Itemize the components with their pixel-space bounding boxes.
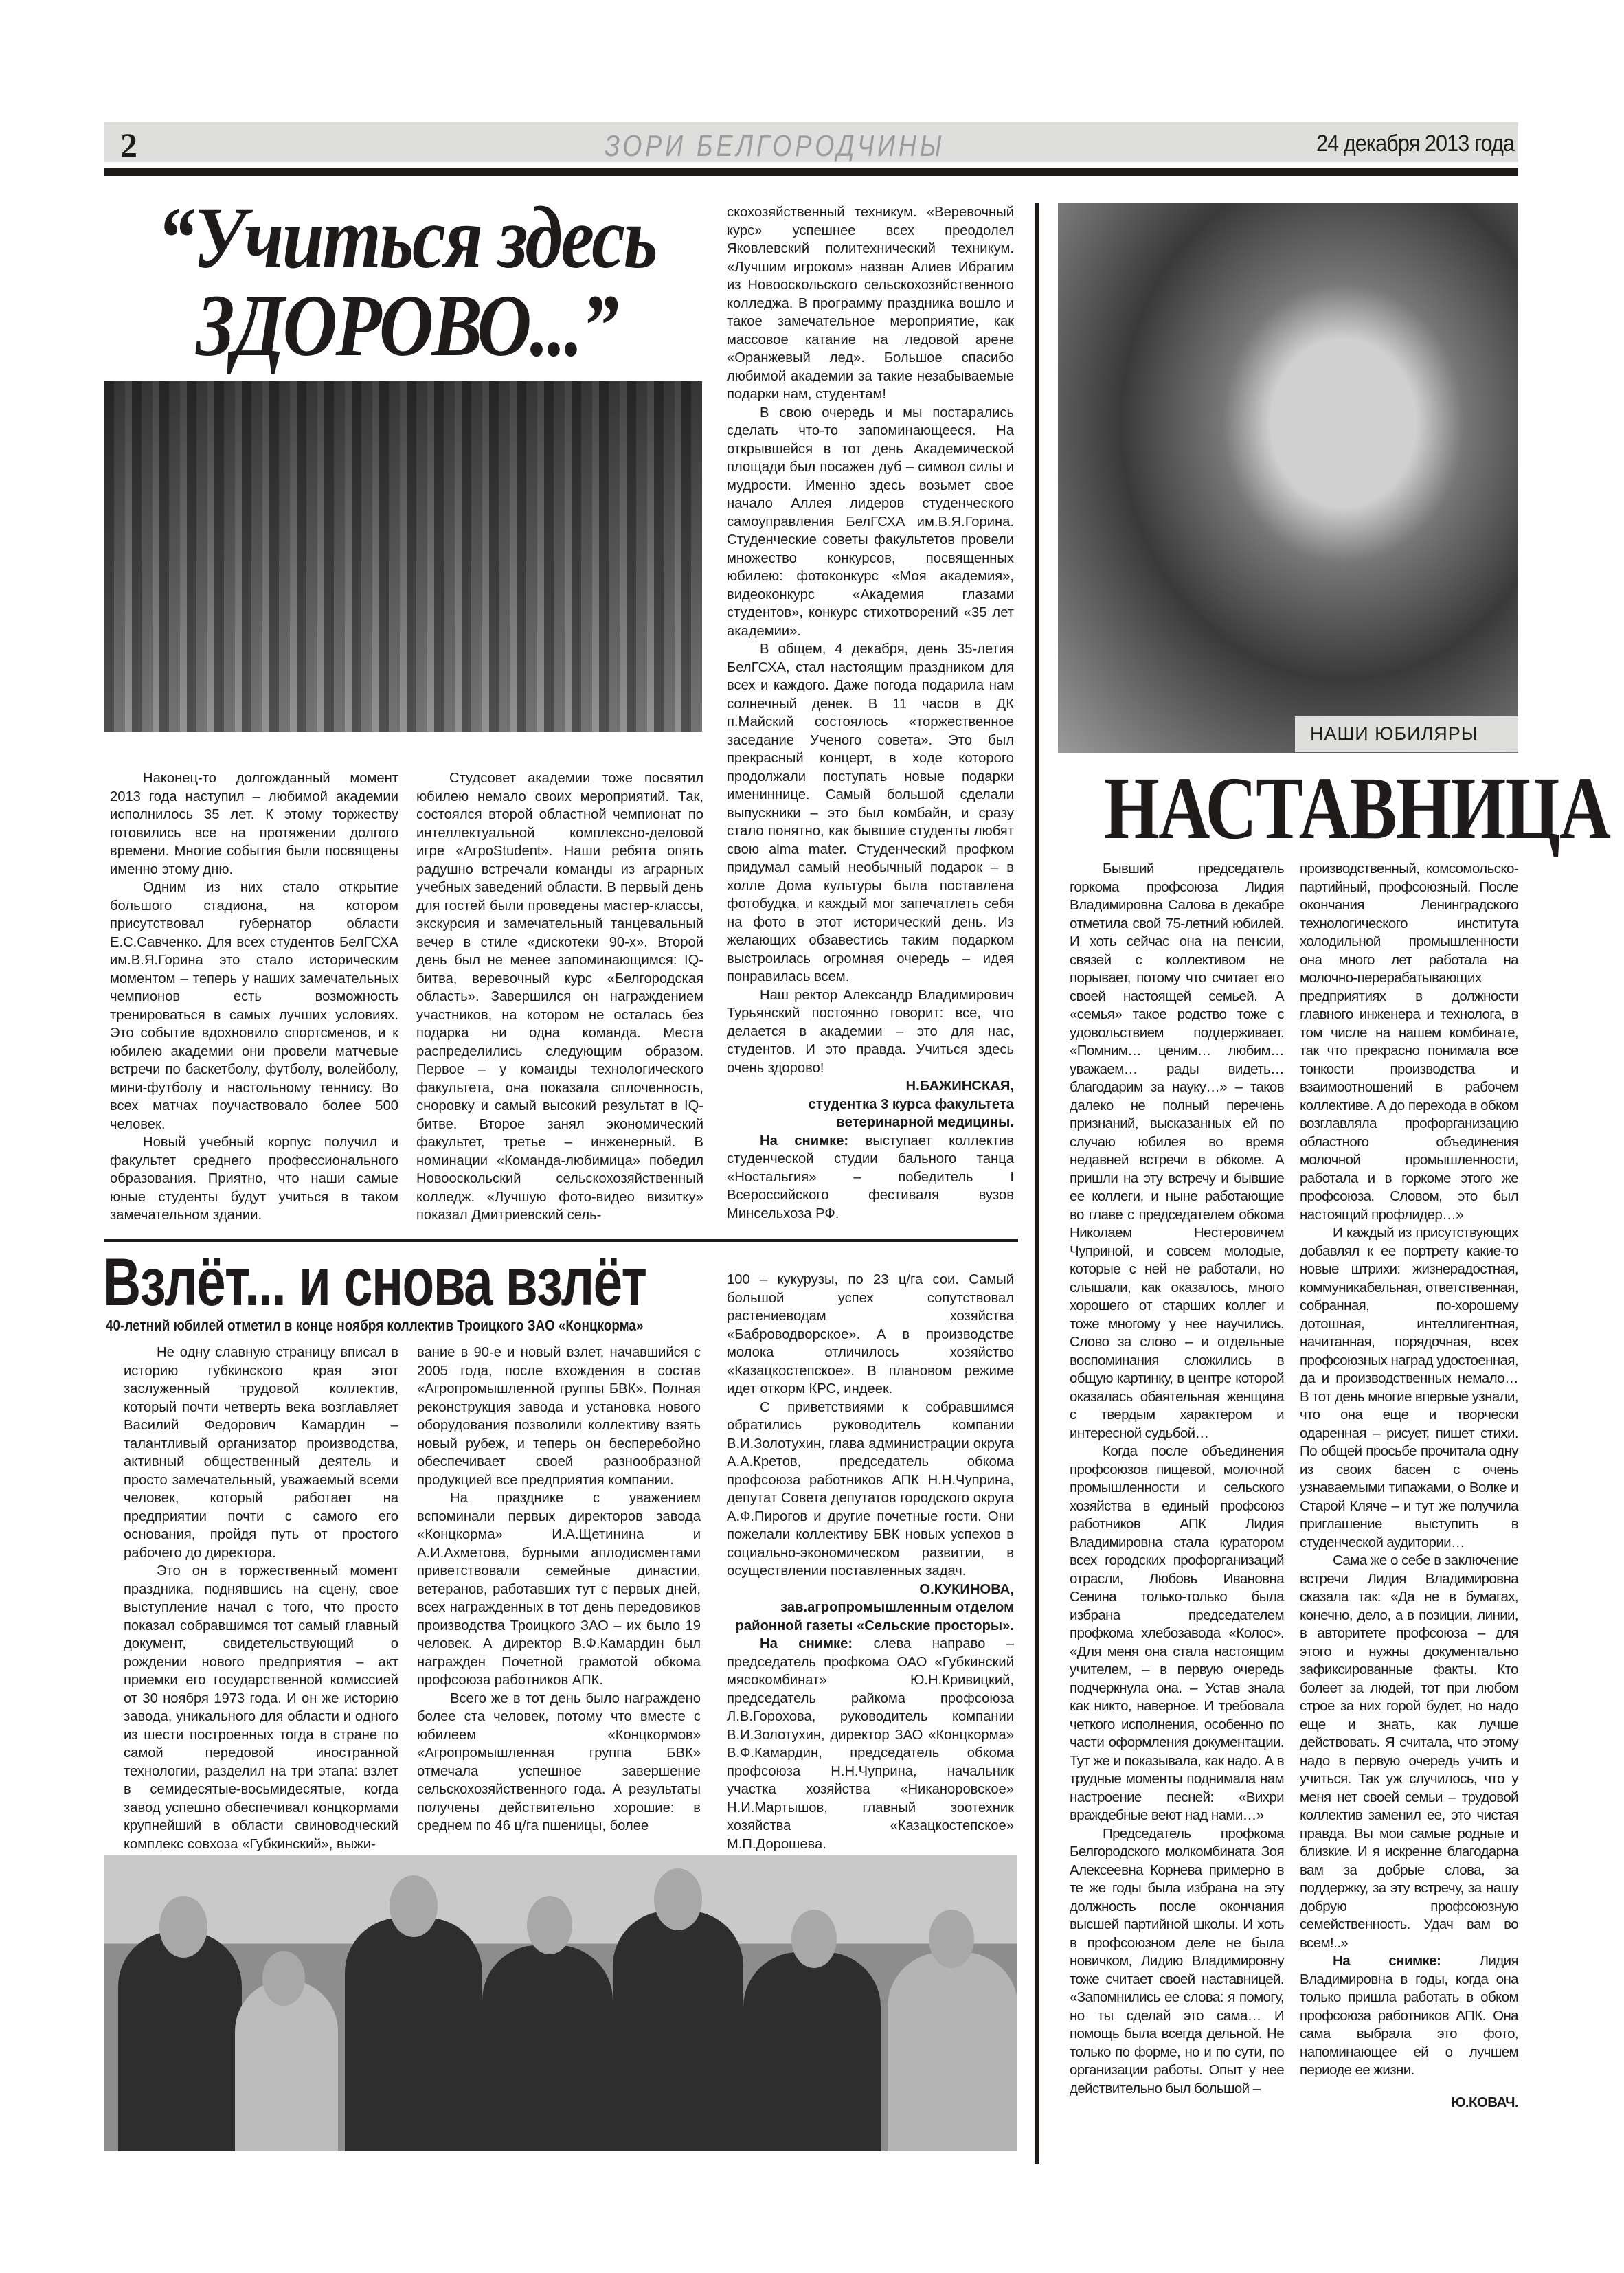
caption-text: выступает коллектив студенческой студии бального танца «Ностальгия» – победитель I Всероссийского фестиваля вузов Минсельхоза РФ. bbox=[727, 1133, 1015, 1221]
person-figure bbox=[482, 1945, 613, 2151]
paragraph: Новый учебный корпус получил и факультет среднего профессионального образования. Приятно, что наши самые юные студенты будут учиться в таком замечательном здании. bbox=[110, 1135, 398, 1223]
group-photo bbox=[104, 1855, 1017, 2151]
paragraph: Не одну славную страницу вписал в историю губкинского края этот заслуженный трудовой коллектив, который почти четверть века возглавляет Василий Федорович Камардин – талантливый организатор производства, активный общественный деятель и просто замечательный, уважаемый всеми человек, который работает на предприятии почти с самого его основания, пройдя путь от простого рабочего до директора. bbox=[124, 1345, 398, 1561]
paragraph: Это он в торжественный момент праздника, поднявшись на сцену, свое выступление начал с того, что просто показал собравшимся тот самый главный документ, свидетельствующий о рождении нового предприятия – акт приемки его государственной комиссией от 30 ноября 1973 года. И он же историю завода, уникального для области и одного из шести построенных тогда в стране по самой передовой иностранной технологии, разделил на три этапа: взлет в семидесятые-восьмидесятые, когда завод успешно обеспечивал концкормами крупнейший в области свиноводческий комплекс совхоза «Губкинский», выжи- bbox=[124, 1563, 398, 1852]
newspaper-name: ЗОРИ БЕЛГОРОДЧИНЫ bbox=[605, 129, 945, 163]
person-head bbox=[390, 1875, 438, 1937]
rubric-label: НАШИ ЮБИЛЯРЫ bbox=[1295, 716, 1518, 752]
takeoff-column-1 bbox=[124, 1344, 398, 1853]
author-name: О.КУКИНОВА, bbox=[919, 1581, 1014, 1597]
person-head bbox=[929, 1910, 974, 1968]
photo-caption bbox=[1300, 1952, 1518, 2080]
paragraph: И каждый из присутствующих добавлял к ее портрету какие-то новые штрихи: жизнерадостная, коммуникабельная, ответственная, собранная, по-хорошему дотошная, интеллигентная, начитанная, порядочная, всех профсоюзных наград удостоенная, да и производственных немало… В тот день многие впервые узнали, что она еще и творчески одаренная – рисует, пишет стихи. По общей просьбе прочитала одну из своих басен с очень узнаваемыми типажами, о Волке и Старой Кляче – и тут же получила приглашение выступить в студенческой аудитории… bbox=[1300, 1225, 1518, 1550]
person-head bbox=[262, 1951, 305, 2006]
paragraph: Когда после объединения профсоюзов пищевой, молочной промышленности и сельского хозяйства в единый профсоюз работников АПК Лидия Владимировна стала куратором всех городских профорганизаций отрасли, Любовь Ивановна Сенина только-только была избрана председателем профкома хлебозавода «Колос». «Для меня она стала настоящим учителем, – в первую очередь подчеркнула она. – Устав знала как никто, наверное. И требовала четкого исполнения, особенно по части оформления документации. Тут же и показывала, как надо. А в трудные моменты поднимала нам настроение песней: «Вихри враждебные веют над нами…» bbox=[1070, 1443, 1284, 1823]
academy-column-1 bbox=[110, 769, 398, 1225]
caption-label: На снимке: bbox=[760, 1636, 853, 1651]
academy-column-3 bbox=[727, 203, 1014, 1223]
headline-takeoff: Взлёт... и снова взлёт bbox=[103, 1244, 646, 1320]
masthead-rule bbox=[104, 168, 1518, 176]
photo-caption bbox=[727, 1132, 1014, 1223]
paragraph: На празднике с уважением вспоминали первых директоров завода «Концкорма» И.А.Щетинина и А.И.Ахметова, бурными аплодисментами приветствовали семейные династии, ветеранов, работавших тут с первых дней, всех награжденных в тот день передовиков производства Троицкого ЗАО – их было 19 человек. А директор В.Ф.Камардин был награжден Почетной грамотой обкома профсоюза работников АПК. bbox=[417, 1491, 701, 1688]
person-figure bbox=[743, 1952, 881, 2151]
dance-photo bbox=[104, 381, 702, 732]
headline-line-1: “Учиться здесь bbox=[157, 189, 657, 286]
photo-caption bbox=[727, 1635, 1014, 1853]
paragraph: Наконец-то долгожданный момент 2013 года наступил – любимой академии исполнилось 35 лет. К этому торжеству готовились все на протяжении долгого времени. Многие события были посвящены именно этому дню. bbox=[110, 771, 398, 877]
paragraph: Сама же о себе в заключение встречи Лидия Владимировна сказала так: «Да не в бумагах, конечно, дело, а в позиции, линии, в авторитете профсоюза – для этого и нужны документально зафиксированные факты. Кто болеет за людей, тот при любом строе за них горой будет, но надо еще и знать, как лучше действовать. Я считала, что этому надо в первую очередь учить и учиться. Так уж случилось, что у меня нет своей семьи – трудовой коллектив заменил ее, это чистая правда. Вы мои самые родные и близкие. И я искренне благодарна вам за добрые слова, за поддержку, за эту встречу, за нашу добрую профсоюзную семейственность. Удач вам во всем!..» bbox=[1300, 1552, 1518, 1951]
headline-line-2: ЗДОРОВО...” bbox=[196, 277, 618, 374]
takeoff-column-2 bbox=[417, 1344, 701, 1835]
page-number: 2 bbox=[120, 126, 137, 164]
author-title: студентка 3 курса факультета ветеринарной медицины. bbox=[808, 1096, 1014, 1130]
paragraph: 100 – кукурузы, по 23 ц/га сои. Самый большой успех сопутствовал растениеводам хозяйства «Баброводворское». А в производстве молока отличилось хозяйство «Казацкостепское». В плановом режиме идет откорм КРС, индеек. bbox=[727, 1272, 1014, 1396]
horizontal-section-rule bbox=[104, 1239, 1018, 1242]
takeoff-column-3 bbox=[727, 1271, 1014, 1872]
person-figure bbox=[345, 1918, 482, 2151]
paragraph: скохозяйственный техникум. «Веревочный курс» успешнее всех преодолел Яковлевский политехнический техникум. «Лучшим игроком» назван Алиев Ибрагим из Новооскольского сельскохозяйственного колледжа. В программу праздника вошло и такое замечательное мероприятие, как массовое катание на ледовой арене «Оранжевый лед». Большое спасибо любимой академии за такие незабываемые подарки нам, студентам! bbox=[727, 205, 1014, 402]
paragraph: Председатель профкома Белгородского молкомбината Зоя Алексеевна Корнева примерно в те же годы была избрана на эту должность после окончания высшей партийной школы. И хоть в профсоюзном деле не была новичком, Лидию Владимировну тоже считает своей наставницей. «Запомнились ее слова: я помогу, но ты сделай это сама… И помощь была всегда дельной. Не только по форме, но и по сути, по организации работы. Опыт у нее действительно был большой – bbox=[1070, 1825, 1284, 2096]
author-name: Ю.КОВАЧ. bbox=[1451, 2094, 1518, 2110]
headline-mentor: НАСТАВНИЦА bbox=[1104, 759, 1610, 858]
caption-text: Лидия Владимировна в годы, когда она только пришла работать в обком профсоюза работников АПК. Она сама выбрала это фото, напоминающее ей о лучшем периоде ее жизни. bbox=[1300, 1953, 1518, 2078]
headline-academy bbox=[147, 189, 667, 374]
paragraph: В общем, 4 декабря, день 35-летия БелГСХА, стал настоящим праздником для всех и каждого. Даже погода подарила нам солнечный денек. В 11 часов в ДК п.Майский состоялось «торжественное заседание Ученого совета». Это был прекрасный концерт, в ходе которого продолжали поступать новые подарки имениннице. Самый большой сделали выпускники – это был комбайн, и сразу стало понятно, как бывшие студенты любят свою alma mater. Студенческий профком придумал самый необычный подарок – в холле Дома культуры была поставлена фотобудка, и каждый мог запечатлеть себя на фото в этот исторический день. Из желающих обзавестись таким подарком выстроилась огромная очередь – идея понравилась всем. bbox=[727, 642, 1014, 984]
issue-date: 24 декабря 2013 года bbox=[1316, 131, 1514, 157]
paragraph: Всего же в тот день было награждено более ста человек, потому что вместе с юбилеем «Концкормов» «Агропромышленная группа БВК» отмечала успешное завершение сельскохозяйственного года. А результаты получены действительно хорошие: в среднем по 46 ц/га пшеницы, более bbox=[417, 1690, 701, 1833]
paragraph: Наш ректор Александр Владимирович Турьянский постоянно говорит: все, что делается в академии – это для нас, студентов. И это правда. Учиться здесь очень здорово! bbox=[727, 987, 1014, 1076]
vertical-column-rule bbox=[1035, 203, 1039, 2164]
person-figure bbox=[888, 1952, 1017, 2151]
paragraph: С приветствиями к собравшимся обратились руководитель компании В.И.Золотухин, глава администрации округа А.А.Кретов, председатель обкома профсоюза работников АПК Н.Н.Чуприна, депутат Совета депутатов городского округа А.Ф.Пирогов и другие почетные гости. Они пожелали коллективу БВК новых успехов в социально-экономическом развитии, в осуществлении поставленных задач. bbox=[727, 1399, 1014, 1579]
person-head bbox=[791, 1910, 837, 1968]
caption-label: На снимке: bbox=[760, 1133, 849, 1149]
subheadline-takeoff: 40-летний юбилей отметил в конце ноября коллектив Троицкого ЗАО «Концкорма» bbox=[106, 1317, 644, 1334]
person-figure bbox=[613, 1911, 743, 2151]
person-head bbox=[654, 1868, 702, 1930]
paragraph: В свою очередь и мы постарались сделать что-то запоминающееся. На открывшейся в тот день Академической площади был посажен дуб – символ силы и мудрости. Именно здесь возьмет свое начало Аллея лидеров студенческого самоуправления БелГСХА им.В.Я.Горина. Студенческие советы факультетов провели множество конкурсов, посвященных юбилею: фотоконкурс «Моя академия», видеоконкурс «Академия глазами студентов», конкурс стихотворений «35 лет академии». bbox=[727, 405, 1014, 639]
person-figure bbox=[118, 1932, 242, 2151]
paragraph: вание в 90-е и новый взлет, начавшийся с 2005 года, после вхождения в состав «Агропромышленной группы БВК». Полная реконструкция завода и установка нового оборудования позволили коллективу взять новый рубеж, и теперь он бесперебойно обеспечивает своей разнообразной продукцией все предприятия компании. bbox=[417, 1345, 701, 1488]
paragraph: Бывший председатель горкома профсоюза Лидия Владимировна Салова в декабре отметила свой 75-летний юбилей. И хоть сейчас она на пенсии, связей с коллективом не порывает, потому что считает его своей настоящей семьей. А «семья» такое родство тоже с удовольствием поддерживает. «Помним… ценим… любим… уважаем… рады видеть… благодарим за науку…» – таков далеко не полный перечень признаний, высказанных ей по случаю юбилея во время недавней встречи в обкоме. А пришли на эту встречу и бывшие ее коллеги, и ныне работающие во главе с председателем обкома Николаем Нестеровичем Чуприной, и совсем молодые, которые с ней не работали, но слышали, как оказалось, много хорошего от старших коллег и тоже многому у нее научились. Слово за слово – и отдельные воспоминания сложились в общую картинку, в центре которой оказалась обаятельная женщина с твердым характером и интересной судьбой… bbox=[1070, 861, 1284, 1441]
paragraph: Одним из них стало открытие большого стадиона, на котором присутствовал губернатор области Е.С.Савченко. Для всех студентов БелГСХА им.В.Я.Горина это стало историческим моментом – теперь у наших замечательных чемпионов есть возможность тренироваться в самых лучших условиях. Это событие вдохновило спортсменов, и к юбилею академии они провели матчевые встречи по баскетболу, футболу, волейболу, мини-футболу и настольному теннису. Во всех матчах поучаствовало более 500 человек. bbox=[110, 880, 398, 1132]
portrait-photo bbox=[1058, 203, 1518, 753]
author-title: зав.агропромышленным отделом районной газеты «Сельские просторы». bbox=[735, 1600, 1014, 1633]
author-name: Н.БАЖИНСКАЯ, bbox=[905, 1078, 1014, 1094]
person-head bbox=[527, 1896, 572, 1954]
academy-column-2 bbox=[416, 769, 703, 1225]
caption-text: слева направо – председатель профкома ОАО «Губкинский мясокомбинат» Ю.Н.Кривицкий, председатель райкома профсоюза Л.В.Горохова, руководитель компании В.И.Золотухин, директор ЗАО «Концкорма» В.Ф.Камардин, председатель обкома профсоюза Н.Н.Чуприна, начальник участка хозяйства «Никаноровское» Н.И.Мартышов, главный зоотехник хозяйства «Казацкостепское» М.П.Дорошева. bbox=[727, 1636, 1015, 1852]
mentor-column-2 bbox=[1300, 860, 1518, 2112]
caption-label: На снимке: bbox=[1333, 1953, 1441, 1969]
mentor-column-1 bbox=[1070, 860, 1284, 2098]
paragraph: производственный, комсомольско-партийный, профсоюзный. После окончания Ленинградского технологического института холодильной промышленности она много лет работала на молочно-перерабатывающих предприятиях в должности главного инженера и технолога, в том числе на нашем комбинате, так что прекрасно понимала все тонкости производства и взаимоотношений в рабочем коллективе. А до перехода в обком возглавляла профорганизацию областного объединения молочной промышленности, работала и в горкоме этого же профсоюза. Словом, это был настоящий профлидер…» bbox=[1300, 861, 1518, 1223]
paragraph: Студсовет академии тоже посвятил юбилею немало своих мероприятий. Так, состоялся второй областной чемпионат по интеллектуальной комплексно-деловой игре «AгроStudent». Наши ребята опять радушно встречали команды из аграрных учебных заведений области. В первый день для гостей были проведены мастер-классы, экскурсия и замечательный танцевальный вечер в стиле «дискотеки 90-х». Второй день был не менее запоминающимся: IQ-битва, веревочный курс «Белгородская область». Завершился он награждением участников, на котором не осталась без подарка ни одна команда. Места распределились следующим образом. Первое – у команды технологического факультета, она показала сплоченность, сноровку и самый высокий результат в IQ-битве. Второе занял экономический факультет, третье – инженерный. В номинации «Команда-любимица» победил Новооскольский сельскохозяйственный колледж. «Лучшую фото-видео визитку» показал Дмитриевский сель- bbox=[416, 771, 703, 1223]
person-head bbox=[159, 1896, 207, 1958]
